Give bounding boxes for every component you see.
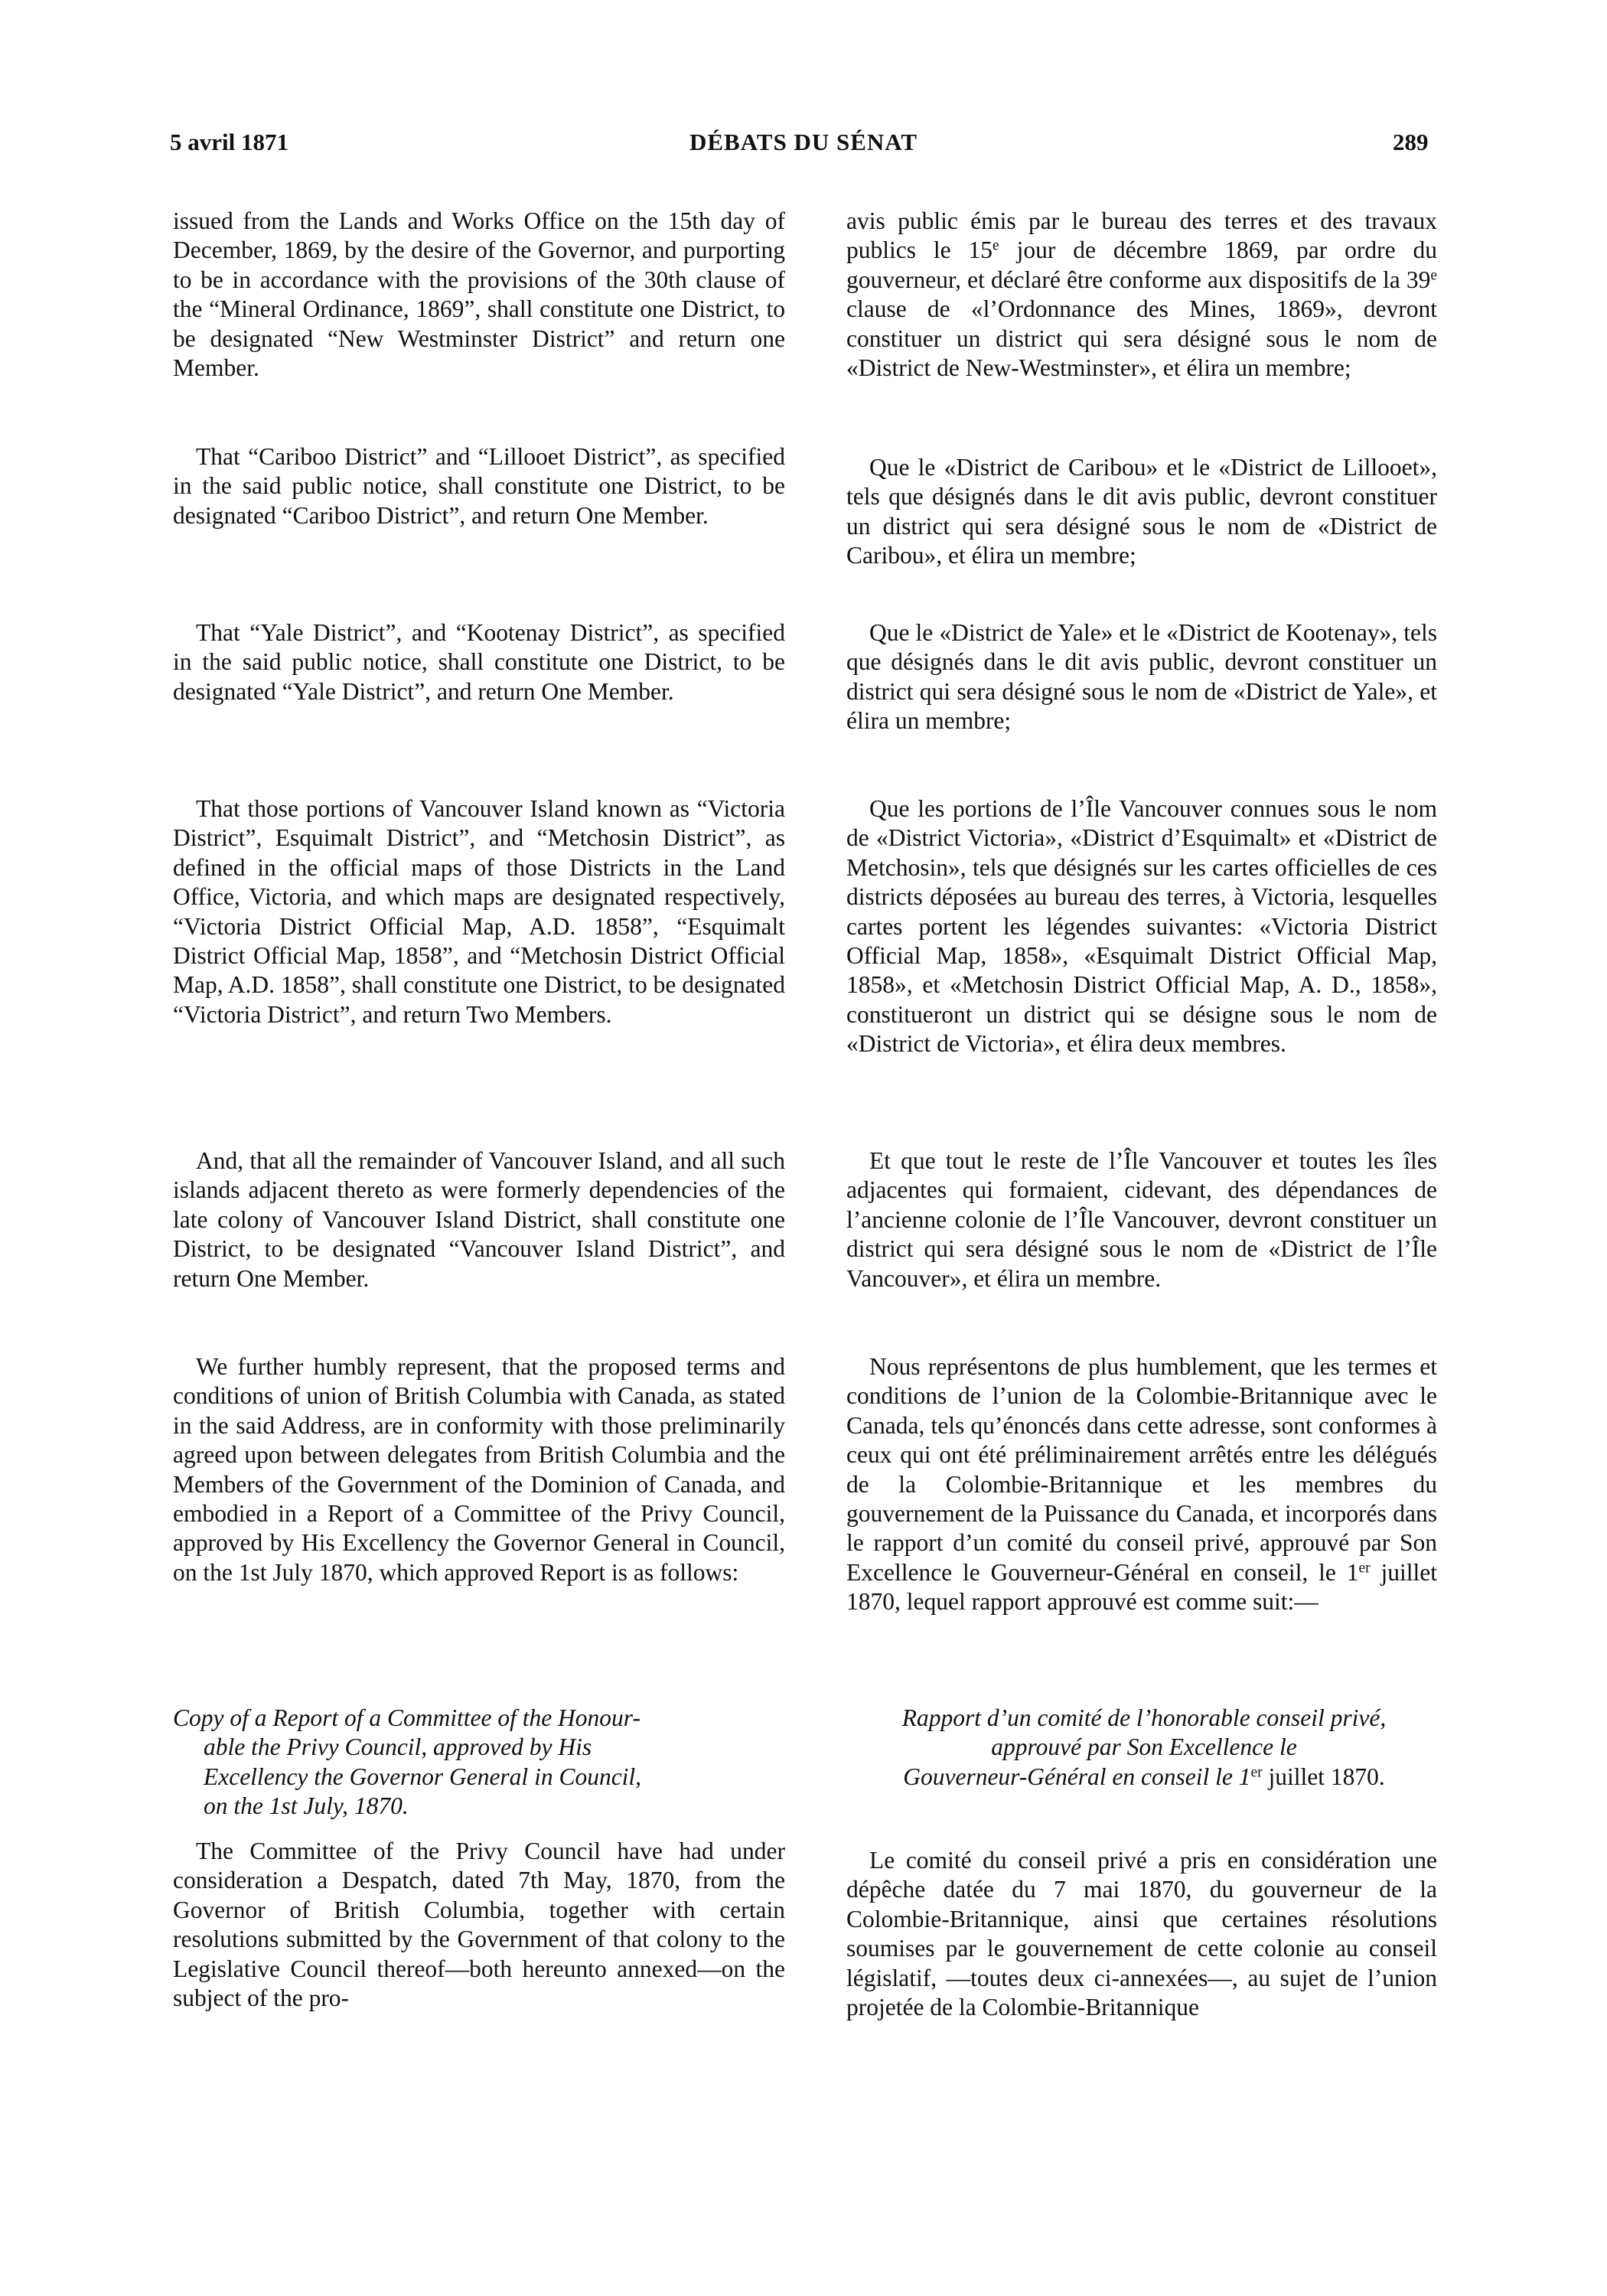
english-caption-line-2: able the Privy Council, approved by His [204,1733,592,1761]
french-p6-part-a: Nous représentons de plus humblement, que les termes et conditions de l’union de la Colombie-Britannique avec le Canada, tels qu’énoncés dans cette adresse, sont conformes à ceux qui ont été préliminairement arrêtés entre les délégués de la Colombie-Britannique et les membres du gouvernement de la Puissance du Canada, et incorporés dans le rapport d’un comité du conseil privé, approuvé par Son Excellence le Gouverneur-Général en conseil, le 1 [846,1353,1437,1586]
french-paragraph-4-text: Que les portions de l’Île Vancouver connues sous le nom de «District Victoria», «District d’Esquimalt» et «District de Metchosin», tels que désignés sur les cartes officielles de ces districts déposées au bureau des terres, à Victoria, lesquelles cartes portent les légendes suivantes: «Victoria District Official Map, 1858», «Esquimalt District Official Map, 1858», et «Metchosin District Official Map, A. D., 1858», constitueront un district qui se désigne sous le nom de «District de Victoria», et élira deux membres. [846,795,1437,1058]
french-caption-line-3 [826,1763,1462,1792]
french-p1-part-a: avis public émis par le bureau des terres et des travaux publics le 15 [846,207,1437,264]
french-paragraph-7 [846,1846,1437,2022]
english-caption-line-4: on the 1st July, 1870. [204,1792,409,1820]
english-paragraph-7 [173,1837,785,2013]
english-paragraph-3 [173,618,785,706]
french-p1-sup-1: e [993,237,999,254]
french-caption-line-1: Rapport d’un comité de l’honorable conseil privé, [901,1704,1387,1731]
french-paragraph-2-text: Que le «District de Caribou» et le «District de Lillooet», tels que désignés dans le dit avis public, devront constituer un district qui sera désigné sous le nom de «District de Caribou», et élira un membre; [846,454,1437,569]
french-caption-line-3-b: juillet 1870. [1262,1763,1385,1790]
english-caption-line-1: Copy of a Report of a Committee of the Honour- [173,1704,641,1731]
page-number: 289 [1393,129,1429,155]
english-paragraph-5-text: And, that all the remainder of Vancouver Island, and all such islands adjacent thereto as were formerly dependencies of the late colony of Vancouver Island District, shall constitute one District, to be designated “Vancouver Island District”, and return One Member. [173,1147,785,1292]
french-paragraph-6 [846,1352,1437,1617]
english-paragraph-7-text: The Committee of the Privy Council have had under consideration a Despatch, dated 7th May, 1870, from the Governor of British Columbia, together with certain resolutions submitted by the Government of that colony to the Legislative Council thereof—both hereunto annexed—on the subject of the pro- [173,1838,785,2012]
english-paragraph-3-text: That “Yale District”, and “Kootenay District”, as specified in the said public notice, shall constitute one District, to be designated “Yale District”, and return One Member. [173,619,785,705]
french-caption-line-2: approuvé par Son Excellence le [991,1733,1297,1761]
french-paragraph-4 [846,794,1437,1059]
french-paragraph-5-text: Et que tout le reste de l’Île Vancouver et toutes les îles adjacentes qui formaient, cidevant, des dépendances de l’ancienne colonie de l’Île Vancouver, devront constituer un district qui sera désigné sous le nom de «District de l’Île Vancouver», et élira un membre. [846,1147,1437,1292]
english-paragraph-6-text: We further humbly represent, that the proposed terms and conditions of union of British Columbia with Canada, as stated in the said Address, are in conformity with those preliminarily agreed upon between delegates from British Columbia and the Members of the Government of the Dominion of Canada, and embodied in a Report of a Committee of the Privy Council, approved by His Excellency the Governor General in Council, on the 1st July 1870, which approved Report is as follows: [173,1353,785,1586]
english-paragraph-4 [173,794,785,1029]
english-paragraph-2 [173,442,785,530]
french-paragraph-2 [846,453,1437,571]
english-report-caption [173,1704,785,1821]
english-paragraph-6 [173,1352,785,1587]
english-paragraph-2-text: That “Cariboo District” and “Lillooet District”, as specified in the said public notice, shall constitute one District, to be designated “Cariboo District”, and return One Member. [173,443,785,529]
french-report-caption [826,1704,1462,1792]
french-p1-sup-2: e [1430,267,1437,284]
french-p6-sup: er [1358,1560,1371,1577]
french-paragraph-3-text: Que le «District de Yale» et le «District de Kootenay», tels que désignés dans le dit avis public, devront constituer un district qui sera désigné sous le nom de «District de Yale», et élira un membre; [846,619,1437,735]
french-paragraph-7-text: Le comité du conseil privé a pris en considération une dépêche datée du 7 mai 1870, du gouverneur de la Colombie-Britannique, ainsi que certaines résolutions soumises par le gouvernement de cette colonie au conseil législatif, —toutes deux ci-annexées—, au sujet de l’union projetée de la Colombie-Britannique [846,1847,1437,2021]
french-p6-part-b: juillet 1870, lequel rapport approuvé est comme suit:— [846,1558,1437,1616]
english-paragraph-5 [173,1146,785,1293]
header-title: DÉBATS DU SÉNAT [689,129,918,155]
english-caption-line-3: Excellency the Governor General in Council, [204,1763,642,1790]
french-caption-line-3-a: Gouverneur-Général en conseil le 1 [903,1763,1251,1790]
running-head [0,129,1607,167]
french-paragraph-1-text [846,207,1437,383]
english-paragraph-1 [173,207,785,383]
french-caption-line-3-sup: er [1250,1764,1263,1781]
english-paragraph-4-text: That those portions of Vancouver Island known as “Victoria District”, Esquimalt District”, and “Metchosin District”, as defined in the official maps of those Districts in the Land Office, Victoria, and which maps are designated respectively, “Victoria District Official Map, A.D. 1858”, “Esquimalt District Official Map, 1858”, and “Metchosin District Official Map, A.D. 1858”, shall constitute one District, to be designated “Victoria District”, and return Two Members. [173,795,785,1028]
header-date: 5 avril 1871 [170,129,288,155]
french-paragraph-3 [846,618,1437,736]
french-p1-part-c: clause de «l’Ordonnance des Mines, 1869», devront constituer un district qui sera désigné sous le nom de «District de New-Westminster», et élira un membre; [846,295,1437,382]
english-paragraph-1-text: issued from the Lands and Works Office on the 15th day of December, 1869, by the desire of the Governor, and purporting to be in accordance with the provisions of the 30th clause of the “Mineral Ordinance, 1869”, shall constitute one District, to be designated “New Westminster District” and return one Member. [173,207,785,382]
french-paragraph-1 [846,207,1437,383]
french-paragraph-5 [846,1146,1437,1293]
french-paragraph-6-text [846,1352,1437,1617]
french-p1-part-b: jour de décembre 1869, par ordre du gouverneur, et déclaré être conforme aux dispositifs de la 39 [846,236,1437,293]
